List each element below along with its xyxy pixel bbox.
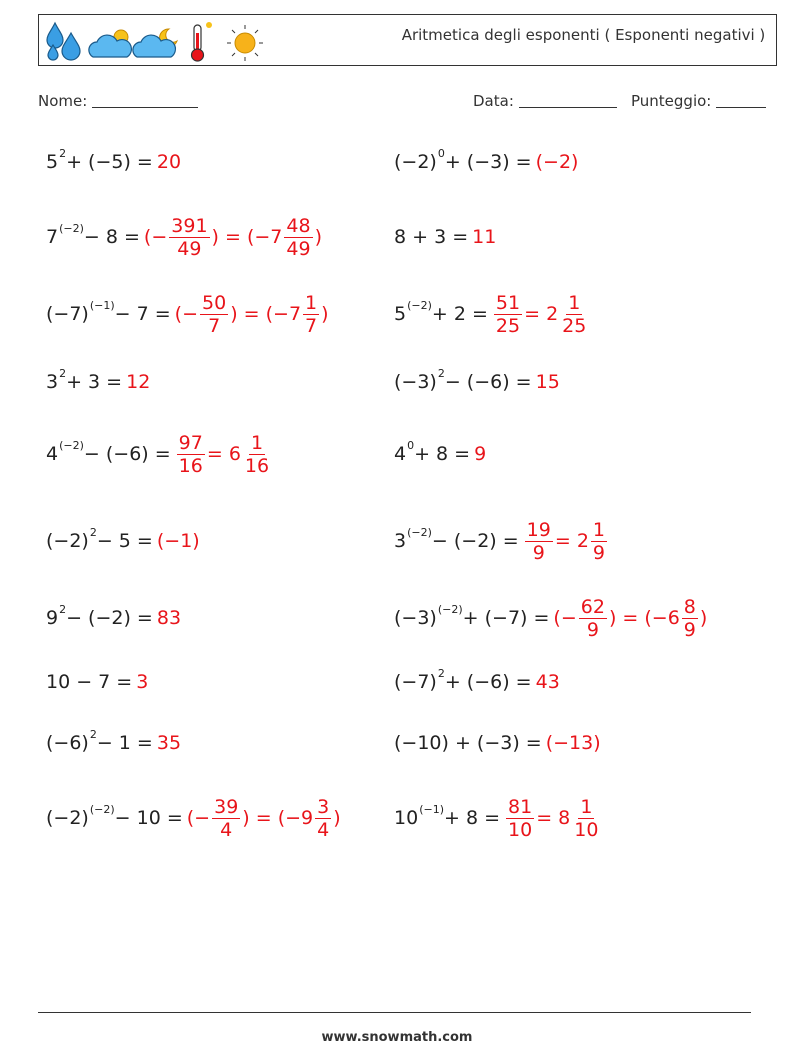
answer	[546, 732, 601, 754]
expression-text: (−2)	[46, 807, 89, 829]
answer-text: )	[314, 226, 322, 248]
problem-expression	[46, 146, 153, 173]
answer-fraction	[243, 432, 271, 477]
problem-item	[394, 138, 578, 186]
exponent: (−1)	[419, 802, 444, 816]
answer-fraction	[560, 292, 588, 337]
answer-text: (−	[553, 607, 577, 629]
problem-expression	[394, 366, 532, 393]
answer	[157, 607, 181, 629]
problem-expression	[46, 602, 153, 629]
expression-text: − 1 =	[96, 732, 153, 754]
expression-text: − (−2) =	[431, 530, 519, 552]
problem-expression	[46, 727, 153, 754]
fraction-denominator: 49	[177, 237, 202, 260]
score-label: Punteggio:	[631, 92, 712, 110]
answer	[553, 596, 707, 641]
expression-text: + (−3) =	[444, 151, 532, 173]
answer-fraction	[284, 215, 312, 260]
answer-text: 11	[472, 226, 497, 248]
problem-item	[46, 213, 322, 261]
expression-text: − (−2) =	[66, 607, 153, 629]
answer	[504, 796, 602, 841]
expression-text: + 2 =	[431, 303, 488, 325]
expression-text: 5	[46, 151, 59, 173]
fraction-numerator: 19	[526, 518, 551, 541]
answer	[175, 432, 273, 477]
exponent: 0	[437, 146, 445, 160]
date-field	[473, 92, 617, 110]
fraction-numerator: 3	[317, 795, 330, 818]
expression-text: (−3)	[394, 607, 437, 629]
expression-text: 4	[394, 443, 407, 465]
fraction-denominator: 9	[586, 618, 599, 641]
problem-expression	[394, 732, 542, 754]
fraction-numerator: 62	[580, 595, 605, 618]
answer	[523, 519, 609, 564]
answer-fraction	[572, 796, 600, 841]
name-label: Nome:	[38, 92, 88, 110]
answer-text: )	[699, 607, 708, 629]
problem-expression	[46, 366, 123, 393]
answer-text: = 2	[554, 530, 589, 552]
weather-icons	[43, 17, 273, 65]
exponent: (−2)	[59, 438, 84, 452]
problem-item	[394, 517, 609, 565]
problem-expression	[394, 802, 501, 829]
exponent: 2	[89, 525, 97, 539]
expression-text: − (−6) =	[83, 443, 171, 465]
score-field	[631, 92, 766, 110]
cloud-moon-icon	[133, 29, 177, 57]
fraction-denominator: 9	[532, 541, 545, 564]
problem-expression	[46, 221, 140, 248]
fraction-denominator: 4	[220, 818, 233, 841]
problem-expression	[394, 438, 471, 465]
problem-item	[46, 138, 181, 186]
exponent: 2	[437, 366, 445, 380]
answer-text: )	[321, 303, 329, 325]
answer-text: ) = (−7	[230, 303, 302, 325]
answer-fraction	[506, 796, 534, 841]
expression-text: + 8 =	[414, 443, 471, 465]
problem-item	[394, 430, 486, 478]
answer-fraction	[169, 215, 209, 260]
expression-text: + (−5) =	[66, 151, 153, 173]
expression-text: 7	[46, 226, 59, 248]
problem-item	[46, 430, 273, 478]
answer	[536, 151, 579, 173]
fraction-denominator: 16	[178, 454, 203, 477]
problem-item	[394, 719, 601, 767]
exponent: 2	[89, 727, 97, 741]
expression-text: (−6)	[46, 732, 89, 754]
problem-expression	[394, 298, 488, 325]
problem-item	[394, 358, 560, 406]
fraction-denominator: 10	[574, 818, 599, 841]
answer-fraction	[315, 796, 331, 841]
name-blank	[92, 107, 198, 108]
expression-text: 3	[46, 371, 59, 393]
fraction-numerator: 81	[508, 795, 533, 818]
fraction-denominator: 10	[508, 818, 533, 841]
exponent: 0	[407, 438, 415, 452]
answer-fraction	[579, 596, 607, 641]
problem-expression	[46, 525, 153, 552]
thermometer-icon	[192, 22, 213, 61]
sun-icon	[227, 25, 263, 61]
answer-text: ) = (−6	[608, 607, 680, 629]
answer-text: 3	[136, 671, 149, 693]
problem-item	[394, 290, 590, 338]
answer-text: (−	[186, 807, 211, 829]
answer	[187, 796, 341, 841]
fraction-denominator: 25	[562, 314, 587, 337]
date-blank	[519, 107, 617, 108]
fraction-denominator: 16	[244, 454, 270, 477]
expression-text: 9	[46, 607, 59, 629]
footer-divider	[38, 1012, 751, 1013]
fraction-denominator: 25	[495, 314, 521, 337]
problem-item	[394, 658, 560, 706]
expression-text: + 3 =	[66, 371, 123, 393]
fraction-numerator: 1	[568, 291, 581, 314]
exponent: (−2)	[89, 802, 115, 816]
expression-text: (−7)	[394, 671, 437, 693]
answer	[157, 151, 181, 173]
fraction-numerator: 39	[214, 795, 239, 818]
answer-text: 9	[474, 443, 487, 465]
water-drops-icon	[47, 23, 80, 60]
answer	[472, 226, 496, 248]
fraction-denominator: 4	[317, 818, 330, 841]
problem-item	[46, 719, 181, 767]
fraction-numerator: 1	[250, 431, 264, 454]
answer-text: ) = (−9	[242, 807, 314, 829]
problem-item	[46, 358, 150, 406]
expression-text: − 5 =	[96, 530, 153, 552]
expression-text: − 7 =	[114, 303, 171, 325]
score-blank	[716, 107, 766, 108]
fraction-denominator: 7	[208, 314, 221, 337]
exponent: (−2)	[59, 221, 84, 235]
exponent: 2	[59, 366, 67, 380]
answer-text: (−13)	[545, 732, 601, 754]
expression-text: − 10 =	[114, 807, 183, 829]
answer	[536, 371, 560, 393]
date-label: Data:	[473, 92, 514, 110]
expression-text: (−2)	[394, 151, 437, 173]
exponent: (−2)	[407, 298, 432, 312]
problem-expression	[46, 438, 171, 465]
answer-text: )	[333, 807, 341, 829]
fraction-numerator: 8	[683, 595, 696, 618]
expression-text: 4	[46, 443, 59, 465]
expression-text: − (−6) =	[444, 371, 532, 393]
expression-text: 10	[394, 807, 419, 829]
footer-url: www.snowmath.com	[321, 1030, 473, 1045]
expression-text: (−3)	[394, 371, 437, 393]
expression-text: 8 + 3 =	[394, 226, 469, 248]
problem-item	[46, 794, 341, 842]
problem-item	[394, 794, 602, 842]
expression-text: + (−6) =	[444, 671, 532, 693]
expression-text: (−2)	[46, 530, 89, 552]
answer	[157, 732, 181, 754]
problem-expression	[46, 298, 171, 325]
answer	[474, 443, 486, 465]
cloud-sun-icon	[89, 30, 132, 57]
fraction-numerator: 1	[305, 291, 318, 314]
exponent: (−1)	[89, 298, 115, 312]
expression-text: + 8 =	[444, 807, 501, 829]
answer-text: 12	[126, 371, 151, 393]
problem-item	[46, 658, 148, 706]
fraction-denominator: 9	[592, 541, 606, 564]
fraction-denominator: 49	[286, 237, 311, 260]
exponent: 2	[59, 146, 67, 160]
fraction-denominator: 7	[305, 314, 318, 337]
problem-expression	[394, 226, 468, 248]
answer-text: = 8	[536, 807, 571, 829]
worksheet-header	[38, 14, 777, 66]
problem-expression	[394, 525, 519, 552]
answer	[175, 292, 329, 337]
answer	[144, 215, 322, 260]
answer-fraction	[212, 796, 240, 841]
expression-text: 5	[394, 303, 407, 325]
fraction-numerator: 48	[286, 214, 311, 237]
answer-fraction	[682, 596, 698, 641]
expression-text: 3	[394, 530, 407, 552]
answer-text: 83	[156, 607, 182, 629]
answer	[492, 292, 590, 337]
name-field	[38, 92, 198, 110]
answer-text: ) = (−7	[211, 226, 283, 248]
fraction-numerator: 391	[171, 214, 208, 237]
answer-text: 35	[156, 732, 182, 754]
answer-fraction	[200, 292, 228, 337]
fraction-numerator: 50	[202, 291, 227, 314]
answer-text: (−	[143, 226, 168, 248]
problem-expression	[394, 666, 532, 693]
answer-text: (−	[174, 303, 199, 325]
exponent: 2	[437, 666, 445, 680]
exponent: (−2)	[407, 525, 432, 539]
answer-text: (−1)	[156, 530, 200, 552]
problem-expression	[394, 602, 550, 629]
answer-fraction	[525, 519, 553, 564]
answer-fraction	[494, 292, 522, 337]
answer-text: 43	[535, 671, 560, 693]
fraction-numerator: 51	[495, 291, 521, 314]
fraction-denominator: 9	[683, 618, 696, 641]
expression-text: 10 − 7 =	[46, 671, 133, 693]
problem-expression	[46, 671, 132, 693]
worksheet-title: Aritmetica degli esponenti ( Esponenti negativi )	[401, 26, 766, 44]
problem-item	[46, 517, 200, 565]
answer	[157, 530, 200, 552]
problem-item	[394, 594, 707, 642]
fraction-numerator: 1	[580, 795, 593, 818]
answer-text: = 2	[524, 303, 559, 325]
answer-fraction	[303, 292, 319, 337]
problem-item	[46, 594, 181, 642]
answer	[136, 671, 148, 693]
problem-item	[46, 290, 329, 338]
answer-fraction	[591, 519, 607, 564]
fraction-numerator: 97	[178, 431, 203, 454]
exponent: (−2)	[437, 602, 463, 616]
answer-text: 15	[535, 371, 560, 393]
problem-expression	[46, 802, 183, 829]
expression-text: (−7)	[46, 303, 89, 325]
problem-item	[394, 213, 496, 261]
answer-text: 20	[156, 151, 182, 173]
answer-text: (−2)	[535, 151, 579, 173]
problem-expression	[394, 146, 532, 173]
expression-text: − 8 =	[83, 226, 140, 248]
expression-text: (−10) + (−3) =	[394, 732, 542, 754]
answer	[536, 671, 560, 693]
expression-text: + (−7) =	[462, 607, 550, 629]
answer-text: = 6	[206, 443, 241, 465]
answer-fraction	[177, 432, 205, 477]
fraction-numerator: 1	[592, 518, 606, 541]
exponent: 2	[59, 602, 67, 616]
answer	[126, 371, 150, 393]
